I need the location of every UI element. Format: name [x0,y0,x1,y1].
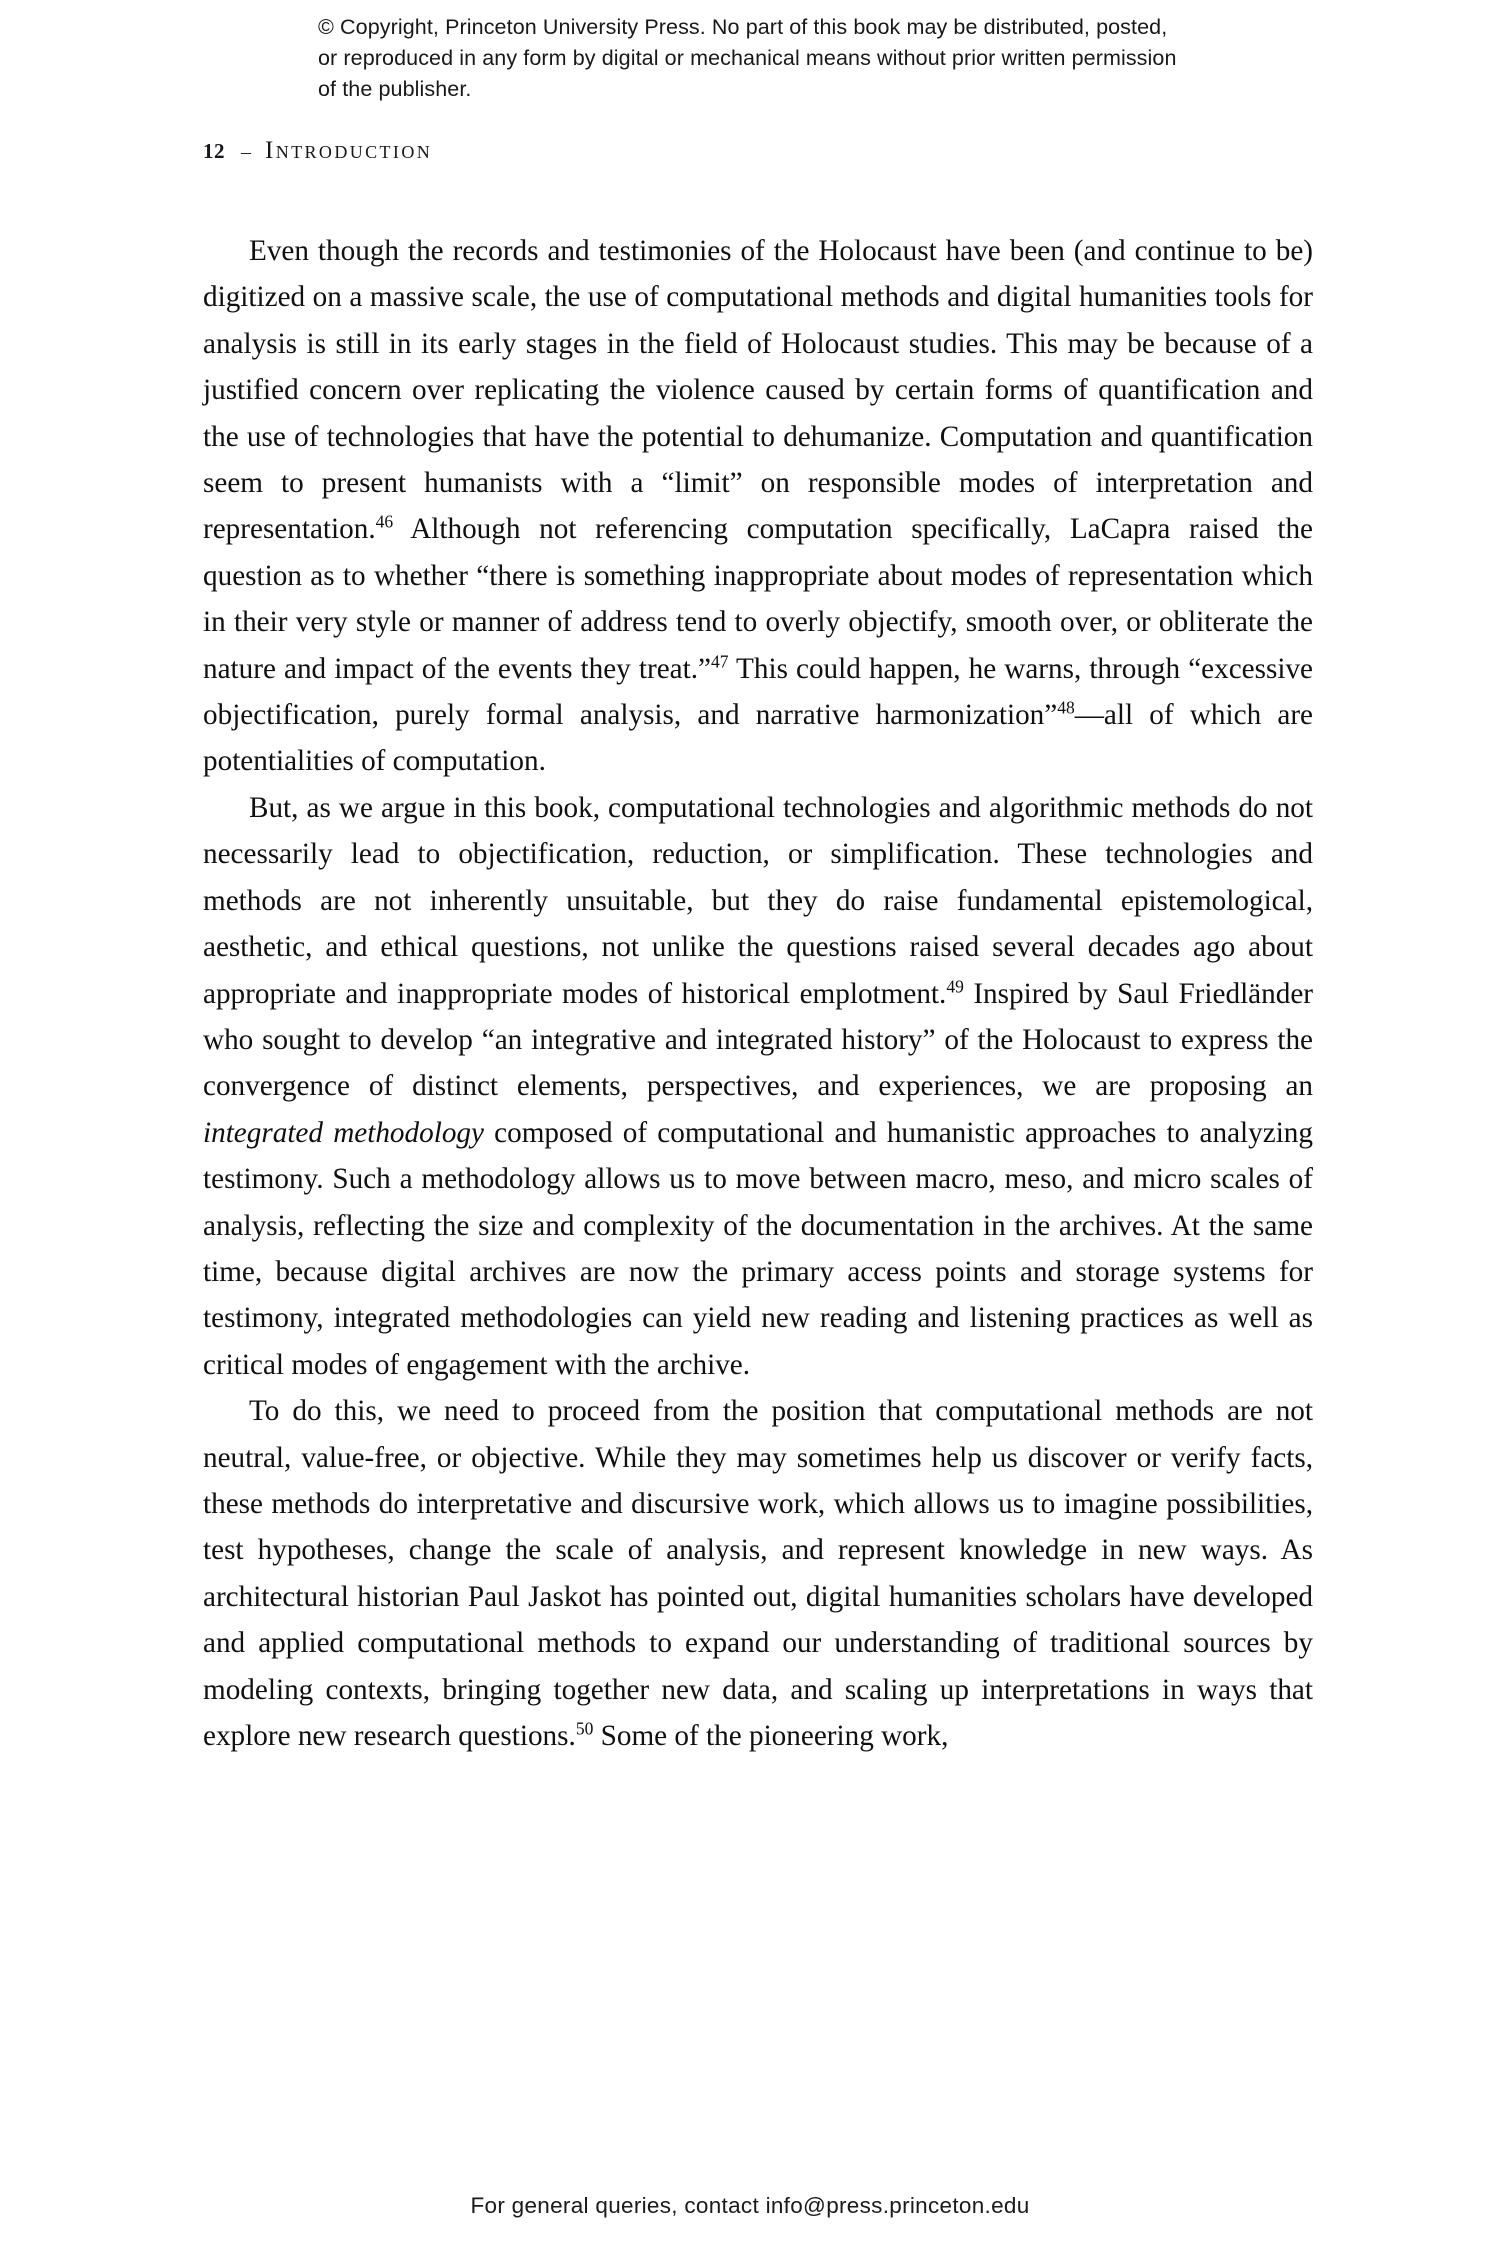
page-folio-number: 12 [203,139,225,163]
body-text-run: Inspired by Saul Friedländer who sought to develop “an integrative and integrated history” of the Holocaust to express the convergence of distinct elements, perspectives, and experiences, we are proposing an [203,977,1313,1103]
emphasized-term: integrated methodology [203,1116,484,1149]
body-text-block [203,228,1313,1759]
copyright-notice: © Copyright, Princeton University Press. No part of this book may be distributed, posted, or reproduced in any form by digital or mechanical means without prior written permission of the publisher. [318,15,1177,101]
body-text-run: composed of computational and humanistic approaches to analyzing testimony. Such a methodology allows us to move between macro, meso, and micro scales of analysis, reflecting the size and complexity of the documentation in the archives. At the same time, because digital archives are now the primary access points and storage systems for testimony, integrated methodologies can yield new reading and listening practices as well as critical modes of engagement with the archive. [203,1116,1313,1381]
running-head-separator: – [241,141,251,163]
body-text-run: Even though the records and testimonies of the Holocaust have been (and continue to be) digitized on a massive scale, the use of computational methods and digital humanities tools for analysis is still in its early stages in the field of Holocaust studies. This may be because of a justified concern over replicating the violence caused by certain forms of quantification and the use of technologies that have the potential to dehumanize. Computation and quantification seem to present humanists with a “limit” on responsible modes of interpretation and representation. [203,235,1313,546]
running-head-chapter-title: Introduction [265,137,433,164]
paragraph-3 [203,1388,1313,1759]
footnote-reference-50[interactable]: 50 [575,1718,594,1739]
footnote-reference-46[interactable]: 46 [375,511,394,532]
body-text-run: —all of which are potentialities of computation. [203,699,1313,778]
body-text-run: Although not referencing computation specifically, LaCapra raised the question as to whether “there is something inappropriate about modes of representation which in their very style or manner of address tend to overly objectify, smooth over, or obliterate the nature and impact of the events they treat.” [203,513,1313,685]
body-text-run: To do this, we need to proceed from the position that computational methods are not neutral, value-free, or objective. While they may sometimes help us discover or verify facts, these methods do interpretative and discursive work, which allows us to imagine possibilities, test hypotheses, change the scale of analysis, and represent knowledge in new ways. As architectural historian Paul Jaskot has pointed out, digital humanities scholars have developed and applied computational methods to expand our understanding of traditional sources by modeling contexts, bringing together new data, and scaling up interpretations in ways that explore new research questions. [203,1395,1313,1752]
page-footer-queries-line: For general queries, contact info@press.princeton.edu [470,2193,1030,2218]
body-text-run: Some of the pioneering work, [593,1720,949,1752]
body-text-run: But, as we argue in this book, computational technologies and algorithmic methods do not necessarily lead to objectification, reduction, or simplification. These technologies and methods are not inherently unsuitable, but they do raise fundamental epistemological, aesthetic, and ethical questions, not unlike the questions raised several decades ago about appropriate and inappropriate modes of historical emplotment. [203,791,1313,1010]
footnote-reference-49[interactable]: 49 [946,975,964,996]
paragraph-2 [203,785,1313,1388]
footnote-reference-47[interactable]: 47 [710,650,729,671]
body-text-run: This could happen, he warns, through “excessive objectification, purely formal analysis, and narrative harmonization” [203,652,1313,732]
paragraph-1 [203,228,1313,785]
footnote-reference-48[interactable]: 48 [1057,697,1075,718]
running-head [203,137,432,165]
